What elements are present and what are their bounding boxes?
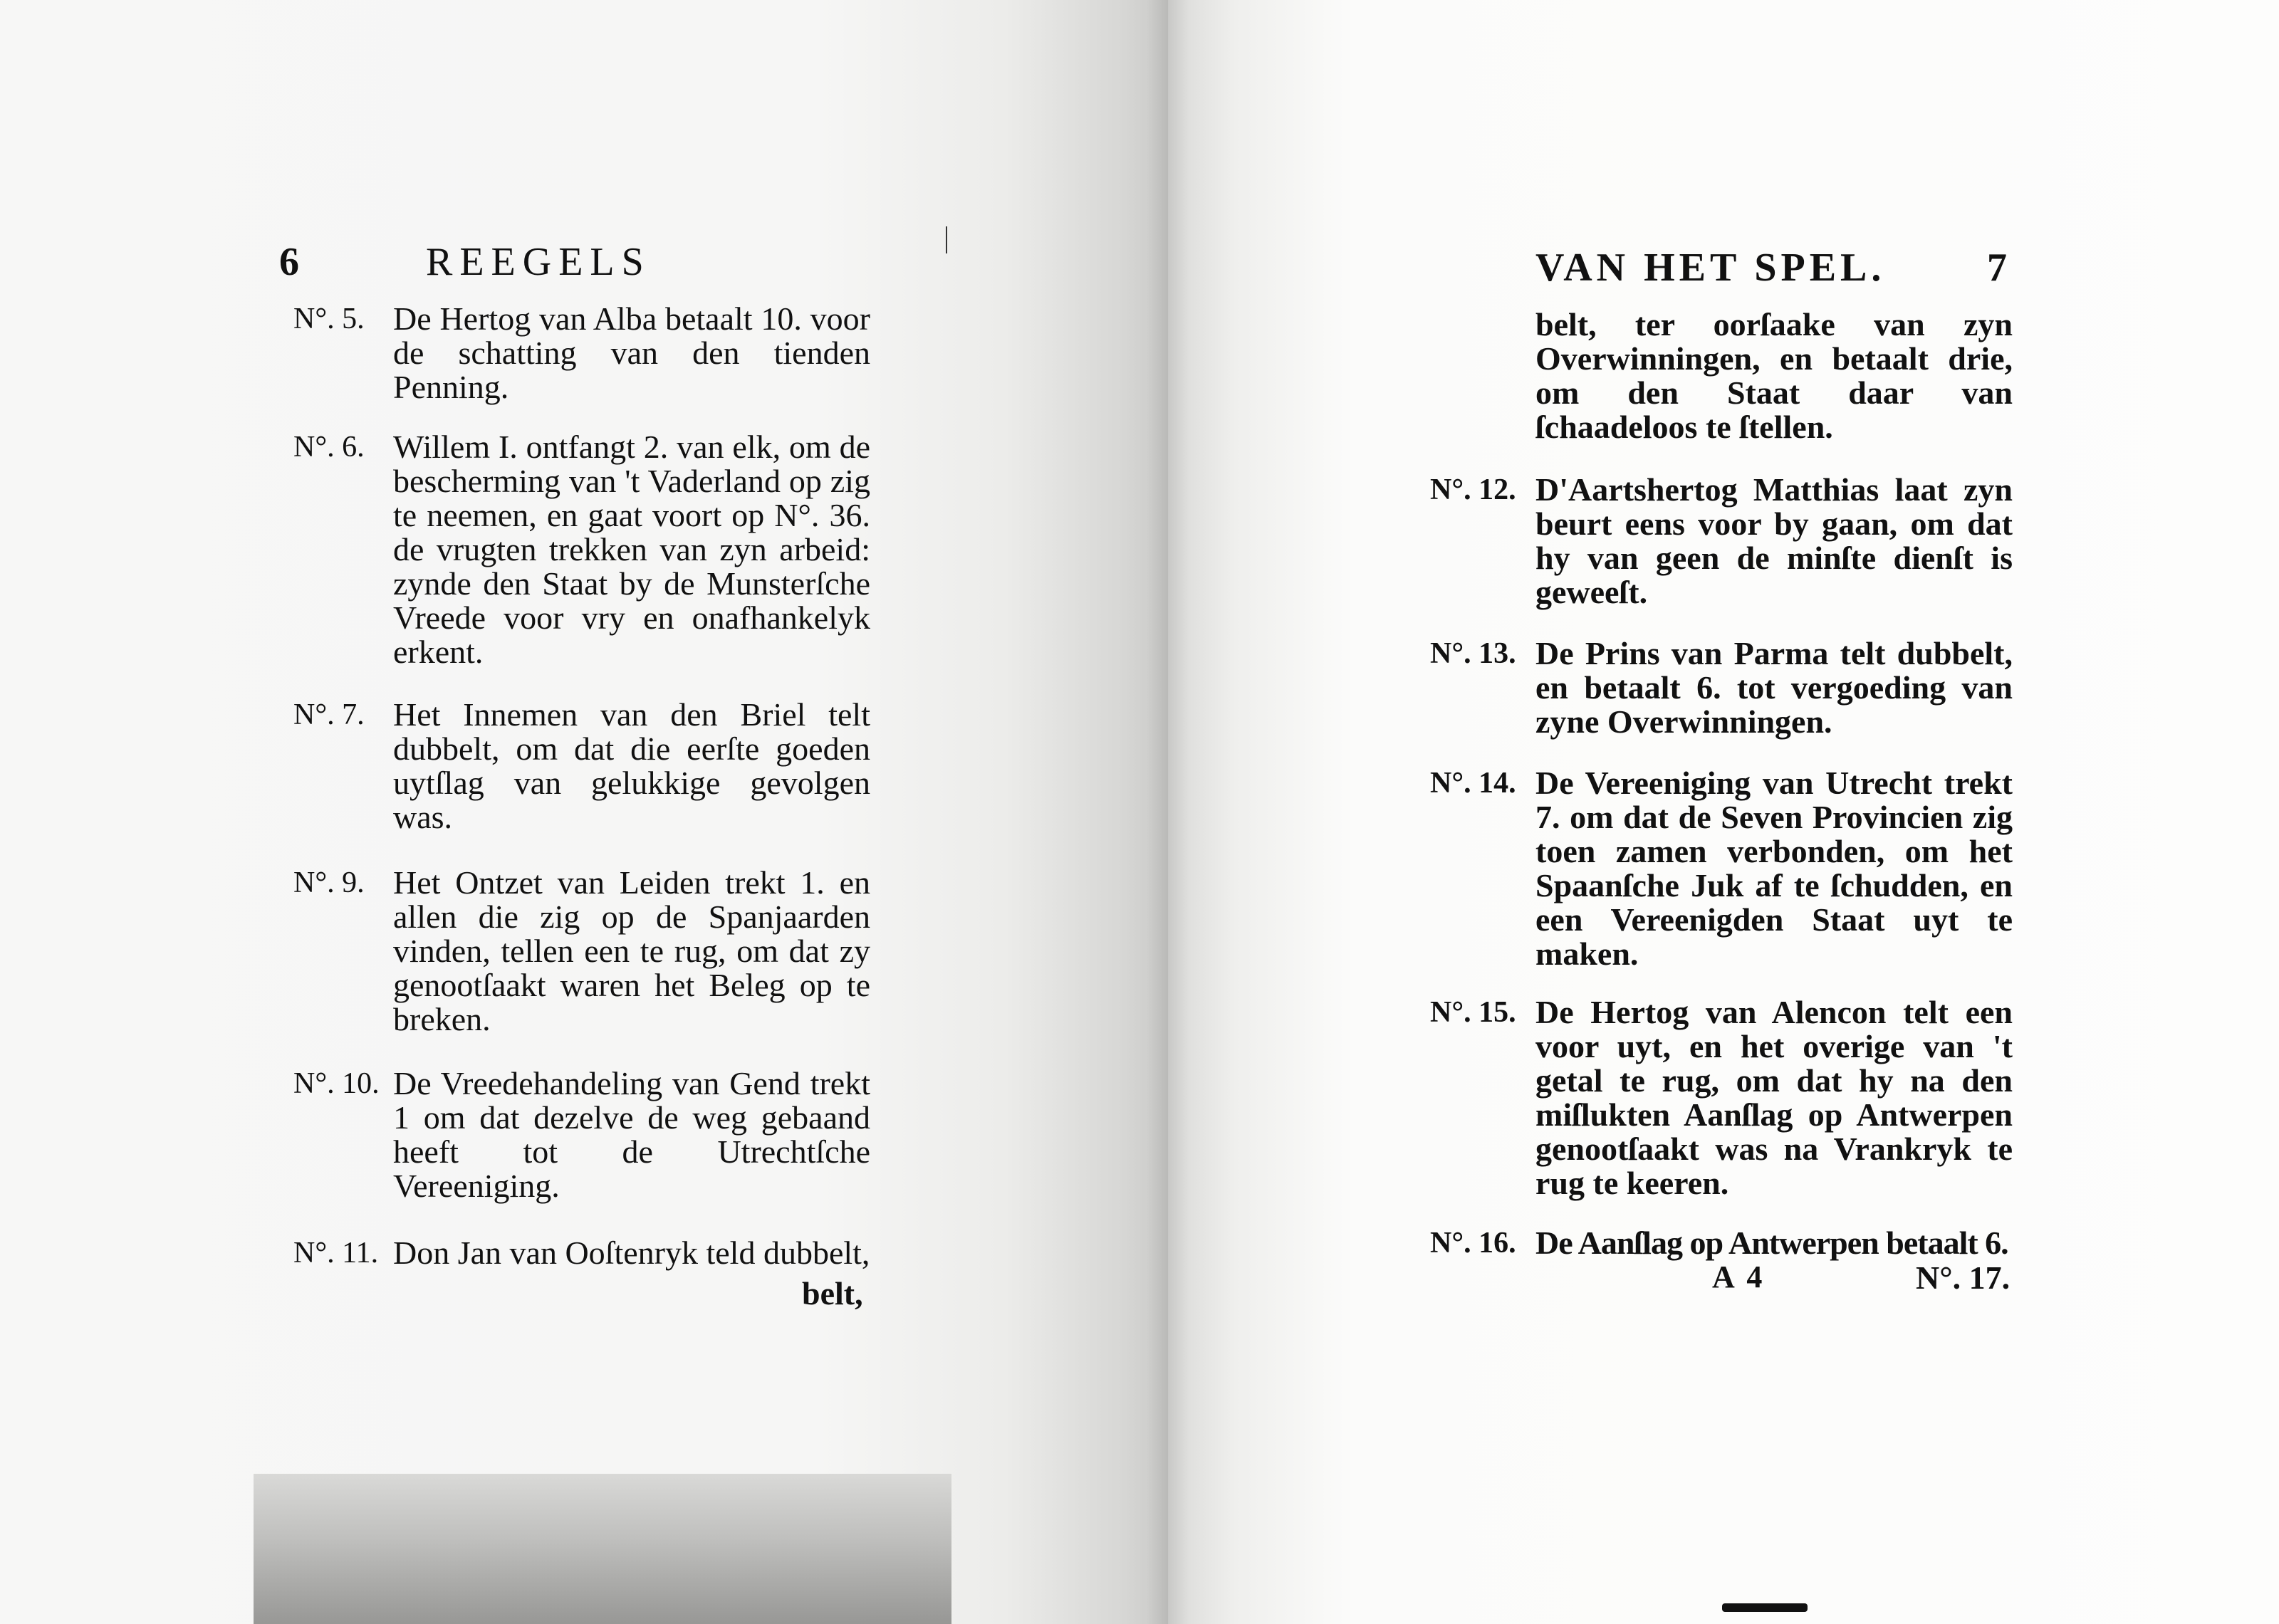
entry-number: N°. 14. — [1430, 767, 1516, 800]
entry-text: De Vreedehandeling van Gend trekt 1 om dat dezelve de weg gebaand heeft tot de Utrechtſche Vereeniging. — [393, 1065, 870, 1204]
left-folio: 6 — [279, 240, 299, 284]
background-photo-strip — [254, 1474, 951, 1624]
entry-text: Het Innemen van den Briel telt dubbelt, om dat die eerſte goeden uytſlag van gelukkige gevolgen was. — [393, 696, 870, 835]
entry-text: De Hertog van Alencon telt een voor uyt, en het overige van 't getal te rug, om dat hy na den miſlukten Aanſlag op Antwerpen genootſaakt was na Vrankryk te rug te keeren. — [1535, 994, 2013, 1201]
entry-number: N°. 13. — [1430, 637, 1516, 670]
entry-text: De Aanſlag op Antwerpen betaalt 6. — [1535, 1225, 2008, 1261]
signature-mark: A 4 — [1712, 1259, 1766, 1294]
entry-number: N°. 7. — [293, 698, 365, 731]
entry-text: belt, ter oorſaake van zyn Overwinningen, en betaalt drie, om den Staat daar van ſchaadeloos te ſtellen. — [1535, 306, 2013, 445]
entry-number: N°. 12. — [1430, 473, 1516, 506]
entry-number: N°. 11. — [293, 1237, 379, 1269]
margin-tick-mark — [946, 226, 947, 253]
right-running-head: VAN HET SPEL. — [1535, 246, 1886, 290]
entry-text: De Hertog van Alba betaalt 10. voor de schatting van den tienden Penning. — [393, 300, 870, 405]
entry-number: N°. 15. — [1430, 996, 1516, 1029]
right-catchword: N°. 17. — [1916, 1259, 2011, 1296]
entry-text: Het Ontzet van Leiden trekt 1. en allen die zig op de Spanjaarden vinden, tellen een te rug, om dat zy genootſaakt waren het Beleg op te breken. — [393, 864, 870, 1037]
entry-text: D'Aartshertog Matthias laat zyn beurt eens voor by gaan, om dat hy van geen de minſte dienſt is geweeſt. — [1535, 471, 2013, 610]
entry-text: De Prins van Parma telt dubbelt, en betaalt 6. tot vergoeding van zyne Overwinningen. — [1535, 635, 2013, 740]
ink-smudge — [1722, 1603, 1808, 1612]
left-running-head: REEGELS — [426, 240, 651, 284]
left-catchword: belt, — [802, 1275, 863, 1311]
right-folio: 7 — [1987, 246, 2007, 290]
entry-text: Don Jan van Ooſtenryk teld dubbelt, — [393, 1235, 870, 1271]
entry-number: N°. 16. — [1430, 1227, 1516, 1259]
book-gutter-shadow — [1147, 0, 1189, 1624]
entry-number: N°. 6. — [293, 431, 365, 463]
entry-text: Willem I. ontfangt 2. van elk, om de bescherming van 't Vaderland op zig te neemen, en gaat voort op N°. 36. de vrugten trekken van zyn arbeid: zynde den Staat by de Munsterſche Vreede voor vry en onafhankelyk erkent. — [393, 429, 870, 670]
entry-number: N°. 5. — [293, 303, 365, 335]
entry-text: De Vereeniging van Utrecht trekt 7. om dat de Seven Provincien zig toen zamen verbonden, om het Spaanſche Juk af te ſchudden, en een Vereenigden Staat uyt te maken. — [1535, 765, 2013, 972]
entry-number: N°. 10. — [293, 1067, 380, 1100]
entry-number: N°. 9. — [293, 866, 365, 899]
